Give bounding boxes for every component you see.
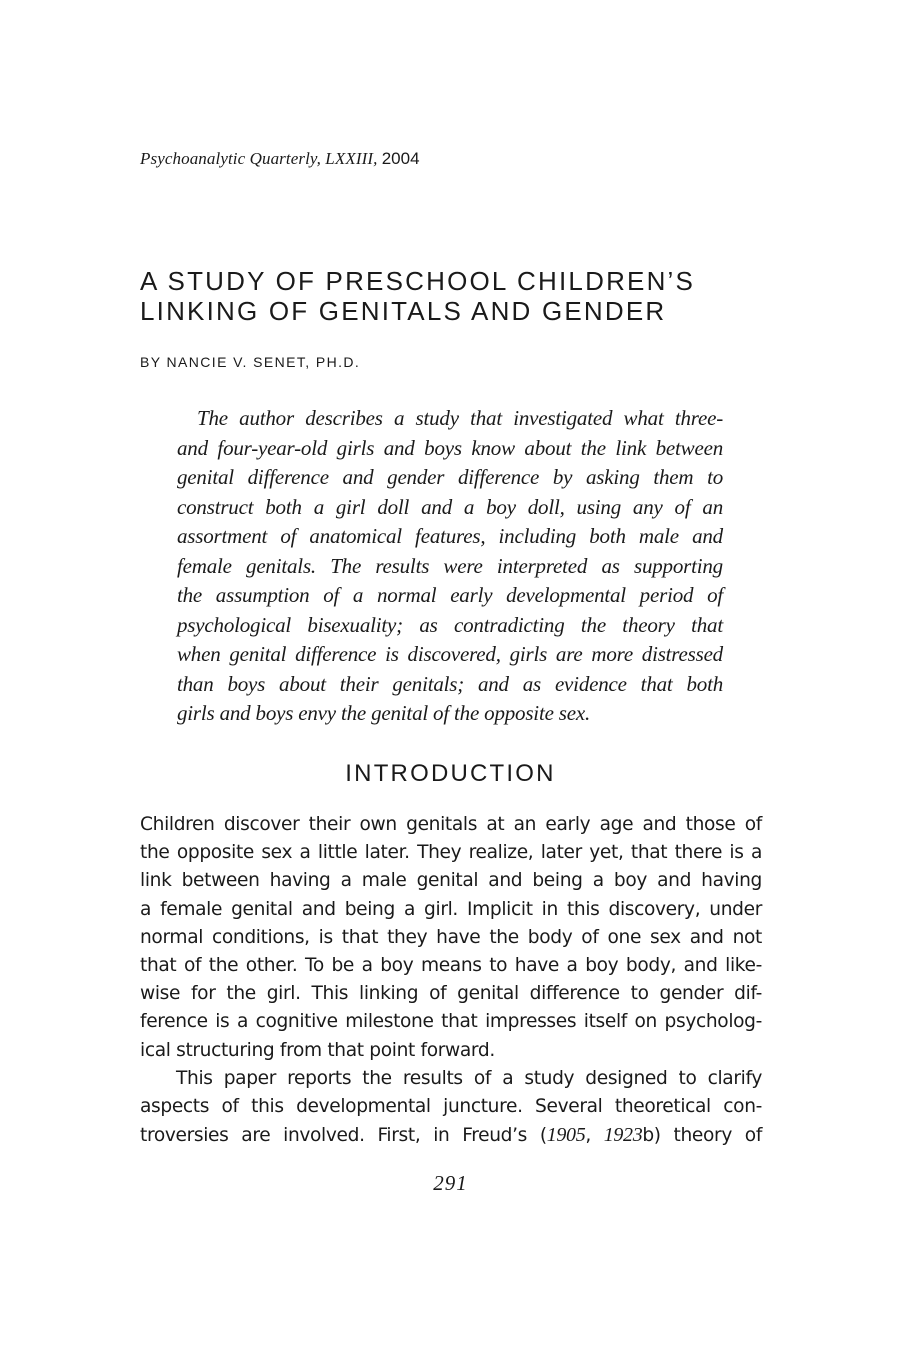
abstract-line: and four-year-old girls and boys know about the link between [177,435,723,460]
abstract-line: girls and boys envy the genital of the opposite sex. [177,701,591,725]
article-title-line: LINKING OF GENITALS AND GENDER [140,296,667,326]
body-line-with-citation [140,1121,762,1150]
journal-year: 2004 [381,149,420,168]
journal-name: Psychoanalytic Quarterly, LXXIII, [140,149,378,168]
article-title-line: A STUDY OF PRESCHOOL CHILDREN’S [140,266,696,296]
abstract-line: construct both a girl doll and a boy doll, using any of an [177,494,723,519]
abstract [177,404,723,729]
abstract-line: assortment of anatomical features, including both male and [177,524,723,548]
introduction-body [140,811,762,1150]
body-text-fragment: , [585,1125,604,1147]
body-line: Children discover their own genitals at an early age and those of [140,814,762,835]
body-line: This paper reports the results of a study designed to clarify [176,1067,762,1089]
page-number: 291 [433,1171,468,1195]
body-text-fragment: troversies are involved. First, in Freud’s ( [140,1125,547,1147]
abstract-line: The author describes a study that investigated what three- [197,406,723,430]
section-heading-introduction: INTRODUCTION [345,760,556,787]
body-line: that of the other. To be a boy means to have a boy body, and like- [140,955,762,977]
body-line: aspects of this developmental juncture. Several theoretical con- [140,1096,762,1118]
author-byline: BY NANCIE V. SENET, PH.D. [140,354,361,370]
abstract-line: genital difference and gender difference by asking them to [177,465,723,489]
body-line: ference is a cognitive milestone that impresses itself on psycholog- [140,1011,762,1033]
journal-header [140,148,420,170]
body-line: the opposite sex a little later. They realize, later yet, that there is a [140,842,762,864]
abstract-line: psychological bisexuality; as contradicting the theory that [177,612,723,637]
body-line: ical structuring from that point forward. [140,1039,495,1061]
abstract-line: than boys about their genitals; and as evidence that both [177,671,723,696]
body-line: wise for the girl. This linking of genital difference to gender dif- [140,983,762,1005]
citation-link[interactable]: 1905 [546,1124,586,1147]
body-line: a female genital and being a girl. Implicit in this discovery, under [140,898,762,920]
body-line: link between having a male genital and being a boy and having [140,870,762,892]
body-line: normal conditions, is that they have the body of one sex and not [140,926,762,948]
citation-link[interactable]: 1923 [603,1124,643,1147]
body-text-fragment: b) theory of [642,1125,763,1147]
abstract-line: the assumption of a normal early developmental period of [177,583,723,607]
abstract-line: when genital difference is discovered, girls are more distressed [177,642,723,666]
article-title [140,266,695,326]
abstract-line: female genitals. The results were interpreted as supporting [177,553,723,578]
